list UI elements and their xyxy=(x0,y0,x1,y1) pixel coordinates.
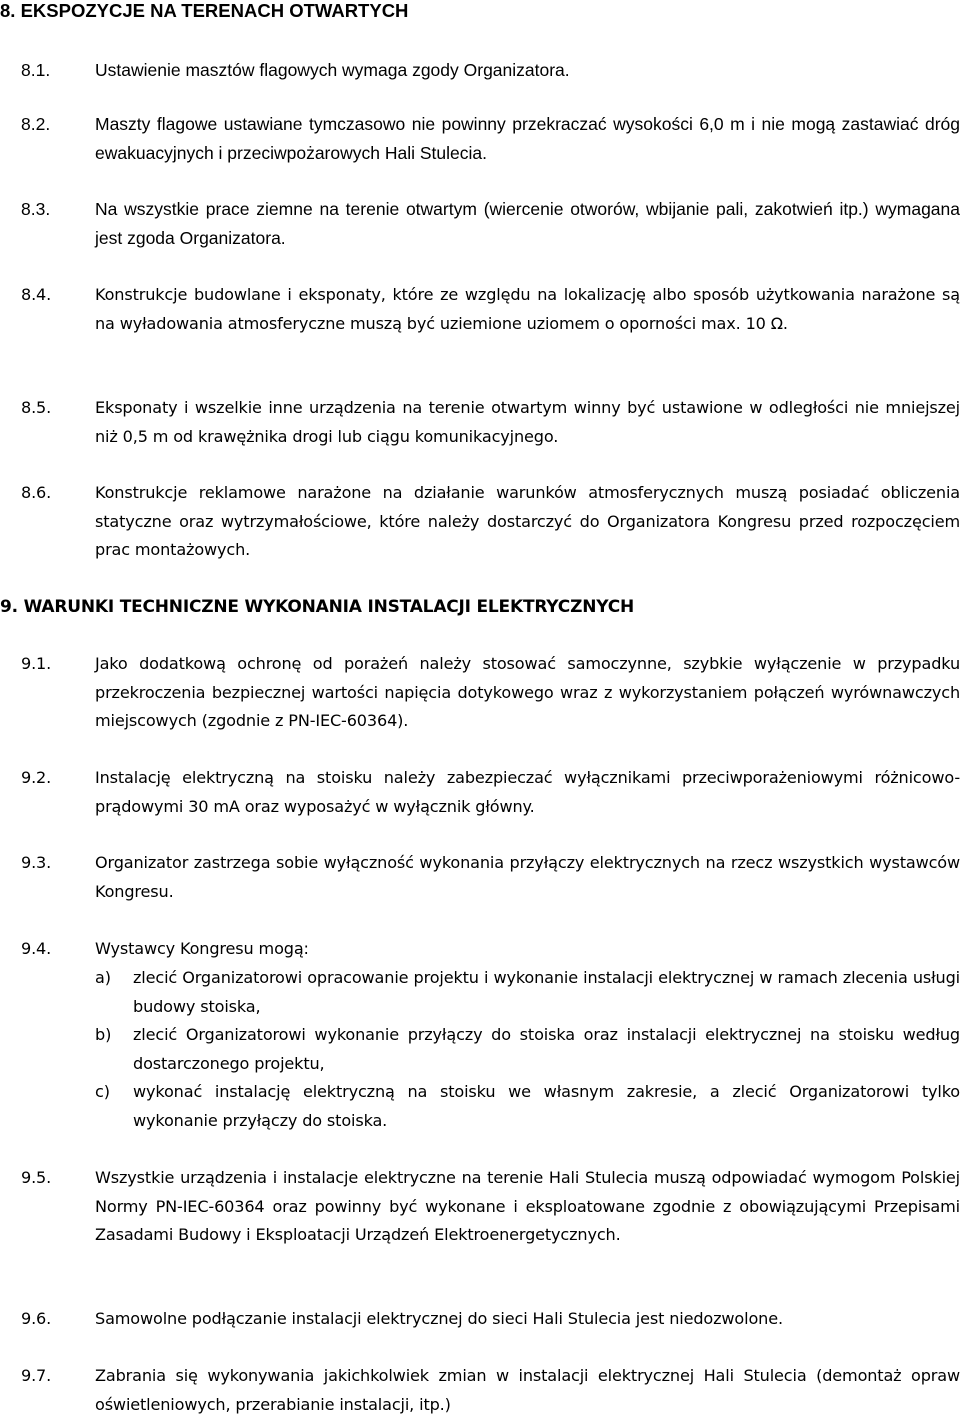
item-number: 9.2. xyxy=(21,768,52,787)
item-number: 9.7. xyxy=(21,1366,52,1385)
item-number: 9.6. xyxy=(21,1309,52,1328)
item-text: Organizator zastrzega sobie wyłączność wykonania przyłączy elektrycznych na rzecz wszystkich wystawców Kongresu. xyxy=(95,853,960,901)
item-text: Konstrukcje budowlane i eksponaty, które ze względu na lokalizację albo sposób użytkowania narażone są na wyładowania atmosferyczne muszą być uziemione uziomem o oporności max. 10 Ω. xyxy=(95,285,960,333)
item-text: Konstrukcje reklamowe narażone na działanie warunków atmosferycznych muszą posiadać obliczenia statyczne oraz wytrzymałościowe, które należy dostarczyć do Organizatora Kongresu przed rozpoczęciem prac montażowych. xyxy=(95,483,960,560)
subitem-letter: b) xyxy=(95,1025,112,1044)
item-text: Wystawcy Kongresu mogą: xyxy=(95,939,309,958)
item-number: 9.1. xyxy=(21,654,52,673)
item-text: Samowolne podłączanie instalacji elektrycznej do sieci Hali Stulecia jest niedozwolone. xyxy=(95,1309,783,1328)
item-text: Jako dodatkową ochronę od porażeń należy stosować samoczynne, szybkie wyłączenie w przypadku przekroczenia bezpiecznej wartości napięcia dotykowego wraz z wykorzystaniem połączeń wyrównawczych miejscowych (zgodnie z PN-IEC-60364). xyxy=(95,654,960,731)
subitem-text: zlecić Organizatorowi wykonanie przyłączy do stoiska oraz instalacji elektrycznej na stoisku według dostarczonego projektu, xyxy=(133,1025,960,1073)
item-number: 8.4. xyxy=(21,285,52,304)
item-text: Na wszystkie prace ziemne na terenie otwartym (wiercenie otworów, wbijanie pali, zakotwień itp.) wymagana jest zgoda Organizatora. xyxy=(95,199,960,248)
item-text: Instalację elektryczną na stoisku należy zabezpieczać wyłącznikami przeciwporażeniowymi różnicowo-prądowymi 30 mA oraz wyposażyć w wyłącznik główny. xyxy=(95,768,960,816)
item-number: 8.3. xyxy=(21,199,51,219)
item-number: 9.3. xyxy=(21,853,52,872)
item-text: Wszystkie urządzenia i instalacje elektryczne na terenie Hali Stulecia muszą odpowiadać wymogom Polskiej Normy PN-IEC-60364 oraz powinny być wykonane i eksploatowane zgodnie z obowiązującymi Przepisami Zasadami Budowy i Eksploatacji Urządzeń Elektroenergetycznych. xyxy=(95,1168,960,1245)
item-number: 8.1. xyxy=(21,60,51,80)
subitem-letter: a) xyxy=(95,968,111,987)
item-text: Maszty flagowe ustawiane tymczasowo nie powinny przekraczać wysokości 6,0 m i nie mogą zastawiać dróg ewakuacyjnych i przeciwpożarowych Hali Stulecia. xyxy=(95,114,960,163)
item-number: 8.2. xyxy=(21,114,51,134)
item-text: Zabrania się wykonywania jakichkolwiek zmian w instalacji elektrycznej Hali Stulecia (demontaż opraw oświetleniowych, przerabianie instalacji, itp.) xyxy=(95,1366,960,1414)
item-text: Eksponaty i wszelkie inne urządzenia na terenie otwartym winny być ustawione w odległości nie mniejszej niż 0,5 m od krawężnika drogi lub ciągu komunikacyjnego. xyxy=(95,398,960,446)
section-9-heading: 9. WARUNKI TECHNICZNE WYKONANIA INSTALACJI ELEKTRYCZNYCH xyxy=(0,597,635,617)
item-number: 8.6. xyxy=(21,483,52,502)
subitem-letter: c) xyxy=(95,1082,110,1101)
item-number: 9.4. xyxy=(21,939,52,958)
item-text: Ustawienie masztów flagowych wymaga zgody Organizatora. xyxy=(95,60,570,80)
section-8-heading: 8. EKSPOZYCJE NA TERENACH OTWARTYCH xyxy=(0,0,409,21)
subitem-text: wykonać instalację elektryczną na stoisku we własnym zakresie, a zlecić Organizatorowi tylko wykonanie przyłączy do stoiska. xyxy=(133,1082,960,1130)
subitem-text: zlecić Organizatorowi opracowanie projektu i wykonanie instalacji elektrycznej w ramach zlecenia usługi budowy stoiska, xyxy=(133,968,960,1016)
item-number: 9.5. xyxy=(21,1168,52,1187)
item-number: 8.5. xyxy=(21,398,52,417)
